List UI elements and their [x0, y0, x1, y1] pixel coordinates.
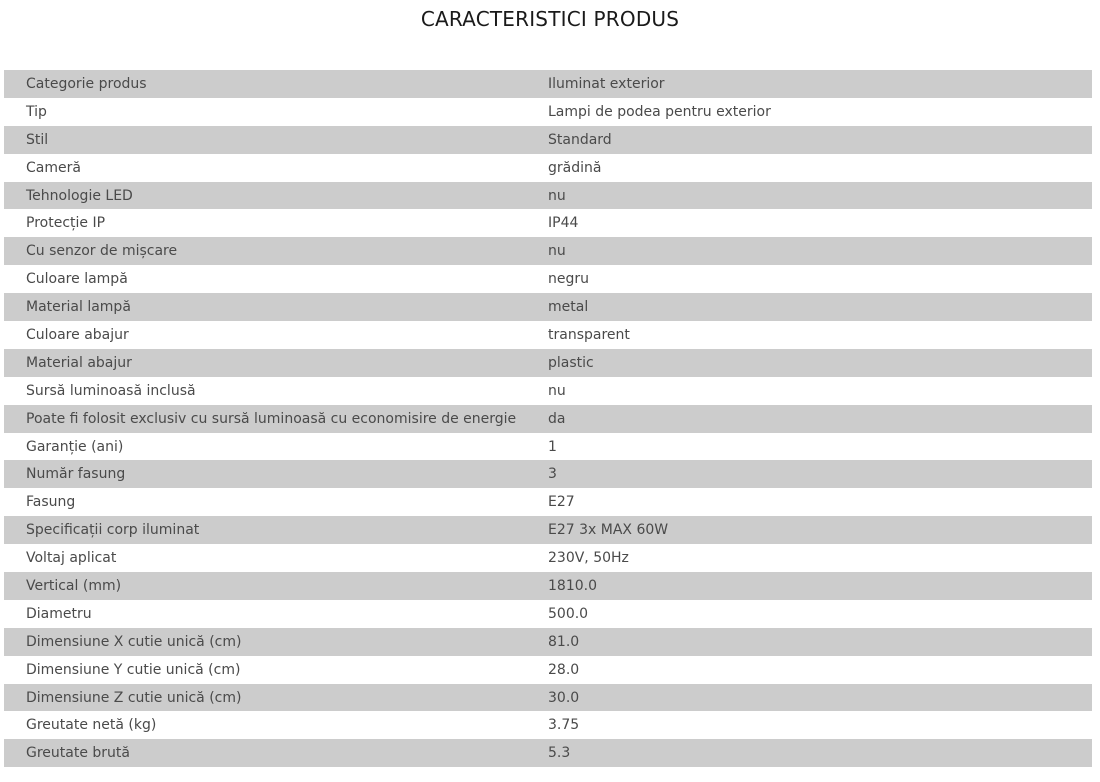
spec-value: Iluminat exterior: [548, 75, 665, 92]
spec-name: Cameră: [26, 159, 81, 176]
spec-name: Stil: [26, 131, 49, 148]
spec-value: Standard: [548, 131, 612, 148]
spec-row: [4, 377, 1092, 405]
spec-row: [4, 433, 1092, 461]
spec-name: Poate fi folosit exclusiv cu sursă luminoasă cu economisire de energie: [26, 410, 517, 427]
spec-name: Culoare lampă: [26, 271, 128, 288]
spec-row: [4, 544, 1092, 572]
spec-value: 5.3: [548, 745, 571, 762]
spec-row: [4, 321, 1092, 349]
spec-name: Culoare abajur: [26, 326, 129, 343]
spec-row: [4, 488, 1092, 516]
spec-row: [4, 516, 1092, 544]
spec-value: nu: [548, 243, 566, 260]
spec-row: [4, 237, 1092, 265]
spec-name: Dimensiune Y cutie unică (cm): [26, 661, 241, 678]
spec-row: [4, 293, 1092, 321]
spec-name: Greutate netă (kg): [26, 717, 157, 734]
spec-value: E27: [548, 494, 575, 511]
spec-value: da: [548, 410, 566, 427]
spec-value: nu: [548, 382, 566, 399]
spec-value: 3.75: [548, 717, 580, 734]
spec-name: Garanție (ani): [26, 438, 124, 455]
spec-value: 1: [548, 438, 557, 455]
spec-row: [4, 628, 1092, 656]
spec-value: 30.0: [548, 689, 580, 706]
spec-value: plastic: [548, 354, 594, 371]
spec-value: 230V, 50Hz: [548, 550, 629, 567]
spec-row: [4, 265, 1092, 293]
spec-row: [4, 154, 1092, 182]
spec-value: grădină: [548, 159, 602, 176]
spec-table: [4, 70, 1092, 767]
spec-name: Vertical (mm): [26, 577, 122, 594]
spec-value: 3: [548, 466, 557, 483]
spec-value: Lampi de podea pentru exterior: [548, 103, 771, 120]
spec-row: [4, 739, 1092, 767]
spec-row: [4, 656, 1092, 684]
spec-row: [4, 209, 1092, 237]
spec-name: Dimensiune X cutie unică (cm): [26, 633, 242, 650]
spec-row: [4, 349, 1092, 377]
spec-name: Fasung: [26, 494, 76, 511]
spec-name: Material abajur: [26, 354, 132, 371]
spec-row: [4, 600, 1092, 628]
spec-row: [4, 126, 1092, 154]
spec-name: Dimensiune Z cutie unică (cm): [26, 689, 242, 706]
spec-value: nu: [548, 187, 566, 204]
spec-row: [4, 405, 1092, 433]
spec-value: E27 3x MAX 60W: [548, 522, 669, 539]
spec-name: Protecție IP: [26, 215, 106, 232]
spec-name: Diametru: [26, 605, 92, 622]
spec-name: Tip: [26, 103, 47, 120]
spec-name: Număr fasung: [26, 466, 126, 483]
spec-value: 81.0: [548, 633, 580, 650]
spec-name: Cu senzor de mișcare: [26, 243, 178, 260]
spec-value: transparent: [548, 326, 630, 343]
spec-row: [4, 98, 1092, 126]
spec-row: [4, 711, 1092, 739]
spec-row: [4, 684, 1092, 712]
spec-value: metal: [548, 299, 589, 316]
spec-value: IP44: [548, 215, 579, 232]
spec-value: negru: [548, 271, 590, 288]
spec-value: 28.0: [548, 661, 580, 678]
spec-row: [4, 572, 1092, 600]
spec-name: Greutate brută: [26, 745, 130, 762]
spec-name: Categorie produs: [26, 75, 147, 92]
spec-name: Specificații corp iluminat: [26, 522, 200, 539]
spec-row: [4, 460, 1092, 488]
spec-name: Material lampă: [26, 299, 131, 316]
spec-name: Voltaj aplicat: [26, 550, 117, 567]
spec-name: Tehnologie LED: [26, 187, 133, 204]
page-title: CARACTERISTICI PRODUS: [420, 7, 680, 31]
spec-row: [4, 182, 1092, 210]
spec-value: 1810.0: [548, 577, 597, 594]
spec-row: [4, 70, 1092, 98]
spec-value: 500.0: [548, 605, 589, 622]
spec-name: Sursă luminoasă inclusă: [26, 382, 196, 399]
